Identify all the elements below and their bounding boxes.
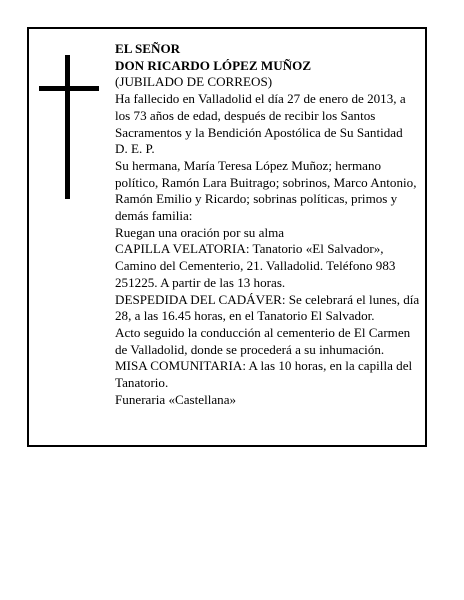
rip-line: D. E. P. xyxy=(115,141,155,157)
mass-paragraph: MISA COMUNITARIA: A las 10 horas, en la capilla del Tanatorio. xyxy=(115,358,413,391)
prayer-line: Ruegan una oración por su alma xyxy=(115,224,285,240)
notice-text xyxy=(115,41,421,408)
notice-title-name: DON RICARDO LÓPEZ MUÑOZ xyxy=(115,57,312,73)
chapel-paragraph: CAPILLA VELATORIA: Tanatorio «El Salvador», Camino del Cementerio, 21. Valladolid. Teléfono 983 251225. A partir de las 13 horas. xyxy=(115,241,396,290)
notice-subtitle: (JUBILADO DE CORREOS) xyxy=(115,74,273,90)
cross-horizontal-bar xyxy=(39,86,99,91)
obituary-notice xyxy=(27,27,427,447)
funeral-home-line: Funeraria «Castellana» xyxy=(115,391,237,407)
death-paragraph: Ha fallecido en Valladolid el día 27 de enero de 2013, a los 73 años de edad, después de recibir los Santos Sacramentos y la Bendición Apostólica de Su Santidad xyxy=(115,91,406,140)
family-paragraph: Su hermana, María Teresa López Muñoz; hermano político, Ramón Lara Buitrago; sobrinos, Marco Antonio, Ramón Emilio y Ricardo; sobrinas políticas, primos y demás familia: xyxy=(115,157,417,224)
notice-title-line1: EL SEÑOR xyxy=(115,41,181,56)
burial-paragraph: Acto seguido la conducción al cementerio de El Carmen de Valladolid, donde se procederá a su inhumación. xyxy=(115,324,411,357)
latin-cross-icon xyxy=(39,55,99,199)
cross-vertical-bar xyxy=(65,55,70,199)
farewell-paragraph: DESPEDIDA DEL CADÁVER: Se celebrará el lunes, día 28, a las 16.45 horas, en el Tanatorio El Salvador. xyxy=(115,291,420,324)
